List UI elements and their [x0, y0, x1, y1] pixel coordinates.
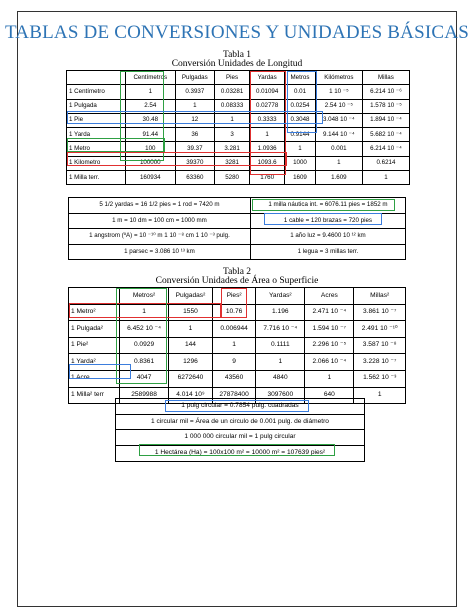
- table-row: [69, 370, 406, 387]
- table-cell: 3: [215, 128, 250, 142]
- header-cell: Yardas²: [256, 288, 305, 305]
- table-cell: 0.0929: [120, 337, 169, 354]
- table-cell: 91.44: [126, 128, 176, 142]
- table-cell: 12: [175, 113, 214, 127]
- table-cell: 36: [175, 128, 214, 142]
- table-cell: 43560: [212, 370, 255, 387]
- table-row: [69, 354, 406, 371]
- table-cell: 4840: [256, 370, 305, 387]
- table-cell: 0.6214: [362, 156, 409, 170]
- table-cell: 1: [362, 171, 409, 185]
- table-cell: 2.471 10 ⁻⁴: [305, 304, 354, 321]
- table-cell: 5.682 10 ⁻⁴: [362, 128, 409, 142]
- page-title: TABLAS DE CONVERSIONES Y UNIDADES BÁSICAS: [5, 22, 469, 43]
- table2-caption: Tabla 2: [222, 267, 252, 277]
- table-row: [67, 128, 410, 142]
- table-cell: 1 angstrom (ºA) = 10 ⁻¹⁰ m 1 10 ⁻⁸ cm 1 10 ⁻³ pulg.: [69, 229, 251, 245]
- table-cell: 1: [212, 337, 255, 354]
- table-cell: 3097600: [256, 387, 305, 404]
- table-cell: 4.014 10⁹: [169, 387, 213, 404]
- header-cell: Pulgadas: [175, 71, 214, 85]
- table-cell: 1 000 000 circular mil = 1 pulg circular: [116, 430, 365, 446]
- table2-subtitle: Conversión Unidades de Área o Superficie: [155, 276, 319, 286]
- table-cell: 1.562 10 ⁻³: [354, 370, 406, 387]
- table-row: [69, 213, 406, 229]
- table-cell: 1296: [169, 354, 213, 371]
- table-row: [116, 414, 365, 430]
- table-cell: 1.0936: [250, 142, 285, 156]
- header-cell: Kilómetros: [315, 71, 362, 85]
- row-label: 1 Pulgada²: [69, 321, 120, 338]
- table-cell: 3.228 10 ⁻⁷: [354, 354, 406, 371]
- table-cell: 160934: [126, 171, 176, 185]
- table-row: [69, 198, 406, 214]
- table-cell: 5 1/2 yardas = 16 1/2 pies = 1 rod = 7420 m: [69, 198, 251, 214]
- table-cell: 39.37: [175, 142, 214, 156]
- table-cell: 0.3048: [285, 113, 316, 127]
- table-cell: 3.587 10 ⁻⁸: [354, 337, 406, 354]
- table-cell: 1.578 10 ⁻⁵: [362, 99, 409, 113]
- table-cell: 1: [126, 85, 176, 99]
- table-cell: 2.066 10 ⁻⁴: [305, 354, 354, 371]
- row-label: 1 Pie²: [69, 337, 120, 354]
- row-label: 1 Milla² terr: [69, 387, 120, 404]
- table-cell: 9.144 10 ⁻⁴: [315, 128, 362, 142]
- table-cell: 1 cable = 120 brazas = 720 pies: [250, 213, 405, 229]
- table-cell: 6272640: [169, 370, 213, 387]
- table-cell: 1: [305, 370, 354, 387]
- table-cell: 2.54 10 ⁻⁵: [315, 99, 362, 113]
- table-cell: 6.214 10 ⁻⁴: [362, 142, 409, 156]
- table-cell: 1 circular mil = Área de un circulo de 0.001 pulg. de diámetro: [116, 414, 365, 430]
- table-cell: 7.716 10 ⁻⁴: [256, 321, 305, 338]
- table-row: [67, 99, 410, 113]
- table-cell: 1 legua = 3 millas terr.: [250, 244, 405, 260]
- table-cell: 3.048 10 ⁻⁴: [315, 113, 362, 127]
- table-cell: 39370: [175, 156, 214, 170]
- table-cell: 144: [169, 337, 213, 354]
- header-cell: Acres: [305, 288, 354, 305]
- row-label: 1 Metro²: [69, 304, 120, 321]
- table-cell: 0.9144: [285, 128, 316, 142]
- row-label: 1 Pie: [67, 113, 126, 127]
- table-cell: 1609: [285, 171, 316, 185]
- table-cell: 100000: [126, 156, 176, 170]
- row-label: 1 Metro: [67, 142, 126, 156]
- table-cell: 0.03281: [215, 85, 250, 99]
- table-cell: 0.0254: [285, 99, 316, 113]
- header-cell: Pies²: [212, 288, 255, 305]
- table-row: [67, 113, 410, 127]
- table-cell: 3.281: [215, 142, 250, 156]
- header-cell: Pies: [215, 71, 250, 85]
- table-cell: 3.861 10 ⁻⁷: [354, 304, 406, 321]
- table-cell: 1: [354, 387, 406, 404]
- row-label: 1 Centímetro: [67, 85, 126, 99]
- header-cell: Metros²: [120, 288, 169, 305]
- table-cell: 2589988: [120, 387, 169, 404]
- table-cell: 9: [212, 354, 255, 371]
- table-cell: 0.08333: [215, 99, 250, 113]
- table-cell: 1: [120, 304, 169, 321]
- table-row: [67, 171, 410, 185]
- table-cell: 0.001: [315, 142, 362, 156]
- table-row: [116, 399, 365, 415]
- table-cell: 6.214 10 ⁻⁶: [362, 85, 409, 99]
- table-row: [116, 430, 365, 446]
- table-cell: 1 Hectárea (Ha) = 100x100 m² = 10000 m² = 107639 pies²: [116, 446, 365, 462]
- table-row: [69, 337, 406, 354]
- area-equivalences-table: [115, 398, 365, 462]
- table-cell: 1: [256, 354, 305, 371]
- row-label: 1 Milla terr.: [67, 171, 126, 185]
- table-cell: 0.3937: [175, 85, 214, 99]
- table1-subtitle: Conversión Unidades de Longitud: [171, 59, 303, 69]
- table-cell: 1: [315, 156, 362, 170]
- table-cell: 0.01094: [250, 85, 285, 99]
- area-conversion-table: [68, 287, 406, 404]
- table-cell: 30.48: [126, 113, 176, 127]
- table-cell: 1: [169, 321, 213, 338]
- table-cell: 0.02778: [250, 99, 285, 113]
- table-cell: 1 milla náutica int. = 6076.11 pies = 1852 m: [250, 198, 405, 214]
- table-row: [69, 304, 406, 321]
- table-row: [69, 321, 406, 338]
- length-equivalences-table: [68, 197, 406, 260]
- table-cell: 2.296 10 ⁻⁵: [305, 337, 354, 354]
- table-cell: 1760: [250, 171, 285, 185]
- table-cell: 1 parsec = 3.086 10 ¹³ km: [69, 244, 251, 260]
- table-cell: 1.196: [256, 304, 305, 321]
- table-header-row: [69, 288, 406, 305]
- table-cell: 0.01: [285, 85, 316, 99]
- header-cell: Centímetros: [126, 71, 176, 85]
- table-row: [116, 446, 365, 462]
- table-cell: 1: [215, 113, 250, 127]
- table-cell: 2.54: [126, 99, 176, 113]
- table-row: [69, 229, 406, 245]
- table-cell: 1 pulg circular = 0.7854 pulg. cuadradas: [116, 399, 365, 415]
- row-label: 1 Acre: [69, 370, 120, 387]
- table-cell: 640: [305, 387, 354, 404]
- table-cell: 0.006944: [212, 321, 255, 338]
- header-cell: Metros: [285, 71, 316, 85]
- table-cell: 1 m = 10 dm = 100 cm = 1000 mm: [69, 213, 251, 229]
- table-row: [67, 156, 410, 170]
- table1-caption: Tabla 1: [222, 50, 252, 60]
- row-label: 1 Kilometro: [67, 156, 126, 170]
- table-cell: 1.594 10 ⁻⁷: [305, 321, 354, 338]
- table-cell: 1093.6: [250, 156, 285, 170]
- table-cell: 5280: [215, 171, 250, 185]
- header-cell: Millas²: [354, 288, 406, 305]
- table-cell: 1: [175, 99, 214, 113]
- table-cell: 0.3333: [250, 113, 285, 127]
- length-conversion-table: [66, 70, 410, 185]
- table-cell: 63360: [175, 171, 214, 185]
- header-cell: Pulgadas²: [169, 288, 213, 305]
- table-cell: 1 10 ⁻⁵: [315, 85, 362, 99]
- header-cell: [67, 71, 126, 85]
- row-label: 1 Yarda: [67, 128, 126, 142]
- header-cell: [69, 288, 120, 305]
- table-cell: 1 año luz = 9.4600 10 ¹² km: [250, 229, 405, 245]
- table-row: [67, 85, 410, 99]
- table-cell: 4047: [120, 370, 169, 387]
- header-cell: Yardas: [250, 71, 285, 85]
- row-label: 1 Pulgada: [67, 99, 126, 113]
- table-cell: 1000: [285, 156, 316, 170]
- table-cell: 0.8361: [120, 354, 169, 371]
- table-cell: 27878400: [212, 387, 255, 404]
- table-cell: 1.609: [315, 171, 362, 185]
- header-cell: Millas: [362, 71, 409, 85]
- table-header-row: [67, 71, 410, 85]
- table-cell: 0.1111: [256, 337, 305, 354]
- table-cell: 6.452 10 ⁻⁴: [120, 321, 169, 338]
- table-cell: 3281: [215, 156, 250, 170]
- row-label: 1 Yarda²: [69, 354, 120, 371]
- table-cell: 100: [126, 142, 176, 156]
- table-row: [69, 244, 406, 260]
- table-cell: 1: [285, 142, 316, 156]
- table-cell: 2.491 10 ⁻¹⁰: [354, 321, 406, 338]
- table-cell: 1550: [169, 304, 213, 321]
- table-cell: 10.76: [212, 304, 255, 321]
- table-row: [67, 142, 410, 156]
- table-cell: 1.894 10 ⁻⁴: [362, 113, 409, 127]
- table-cell: 1: [250, 128, 285, 142]
